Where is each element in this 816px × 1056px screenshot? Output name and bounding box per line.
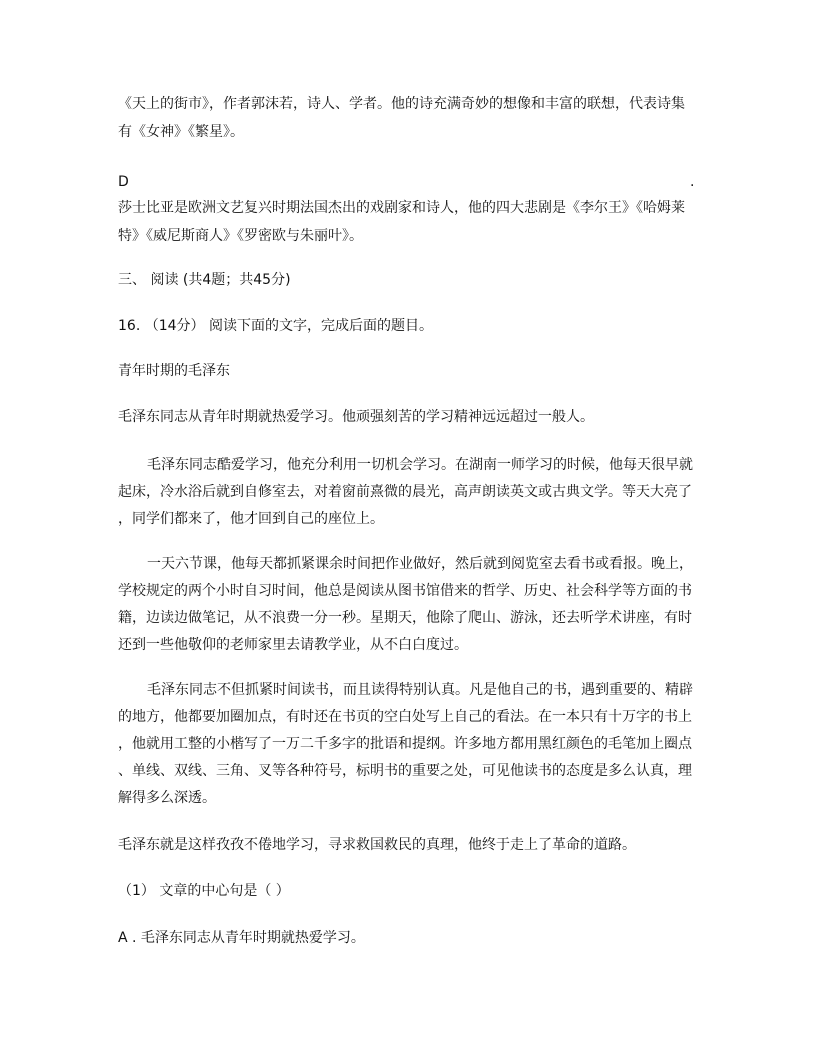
article-paragraph-line: 、单线、双线、三角、叉等各种符号，标明书的重要之处，可见他读书的态度是多么认真，理 (118, 763, 692, 779)
paragraph-text: 《天上的街市》，作者郭沫若，诗人、学者。他的诗充满奇妙的想像和丰富的联想，代表诗集 (118, 96, 685, 112)
article-paragraph-line: 一天六节课，他每天都抓紧课余时间把作业做好，然后就到阅览室去看书或看报。晚上， (147, 556, 693, 572)
article-paragraph-line: ，他就用工整的小楷写了一万二千多字的批语和提纲。许多地方都用黑红颜色的毛笔加上圈点 (118, 736, 692, 752)
option-d-label: D (118, 174, 129, 190)
article-paragraph-line: 还到一些他敬仰的老师家里去请教学业，从不白白度过。 (118, 637, 468, 653)
choice-a: A . 毛泽东同志从青年时期就热爱学习。 (118, 930, 365, 946)
article-paragraph-line: 的地方，他都要加圈加点，有时还在书页的空白处写上自己的看法。在一本只有十万字的书上 (118, 709, 692, 725)
article-paragraph-line: 解得多么深透。 (118, 790, 216, 806)
article-paragraph-line: 起床，冷水浴后就到自修室去，对着窗前熹微的晨光，高声朗读英文或古典文学。等天大亮了 (118, 484, 692, 500)
option-d-text: 莎士比亚是欧洲文艺复兴时期法国杰出的戏剧家和诗人，他的四大悲剧是《李尔王》《哈姆莱 (118, 200, 685, 216)
section-title: 三、 阅读 (共4题；共45分) (118, 272, 291, 288)
article-conclusion: 毛泽东就是这样孜孜不倦地学习，寻求救国救民的真理，他终于走上了革命的道路。 (118, 837, 636, 853)
article-title: 青年时期的毛泽东 (118, 363, 230, 379)
article-paragraph-line: 籍，边读边做笔记，从不浪费一分一秒。星期天，他除了爬山、游泳，还去听学术讲座，有时 (118, 610, 692, 626)
sub-question-1: （1） 文章的中心句是（ ） (118, 883, 290, 899)
article-intro: 毛泽东同志从青年时期就热爱学习。他顽强刻苦的学习精神远远超过一般人。 (118, 409, 594, 425)
article-paragraph-line: 毛泽东同志酷爱学习，他充分利用一切机会学习。在湖南一师学习的时候，他每天很早就 (147, 457, 693, 473)
article-paragraph-line: 学校规定的两个小时自习时间，他总是阅读从图书馆借来的哲学、历史、社会科学等方面的书 (118, 583, 692, 599)
option-d-text: 特》《威尼斯商人》《罗密欧与朱丽叶》。 (118, 228, 363, 244)
question-16: 16. （14分） 阅读下面的文字，完成后面的题目。 (118, 318, 433, 334)
article-paragraph-line: 毛泽东同志不但抓紧时间读书，而且读得特别认真。凡是他自己的书，遇到重要的、精辟 (147, 682, 693, 698)
paragraph-text: 有《女神》《繁星》。 (118, 124, 244, 140)
article-paragraph-line: ，同学们都来了，他才回到自己的座位上。 (118, 511, 384, 527)
option-d-dot: . (690, 174, 695, 190)
